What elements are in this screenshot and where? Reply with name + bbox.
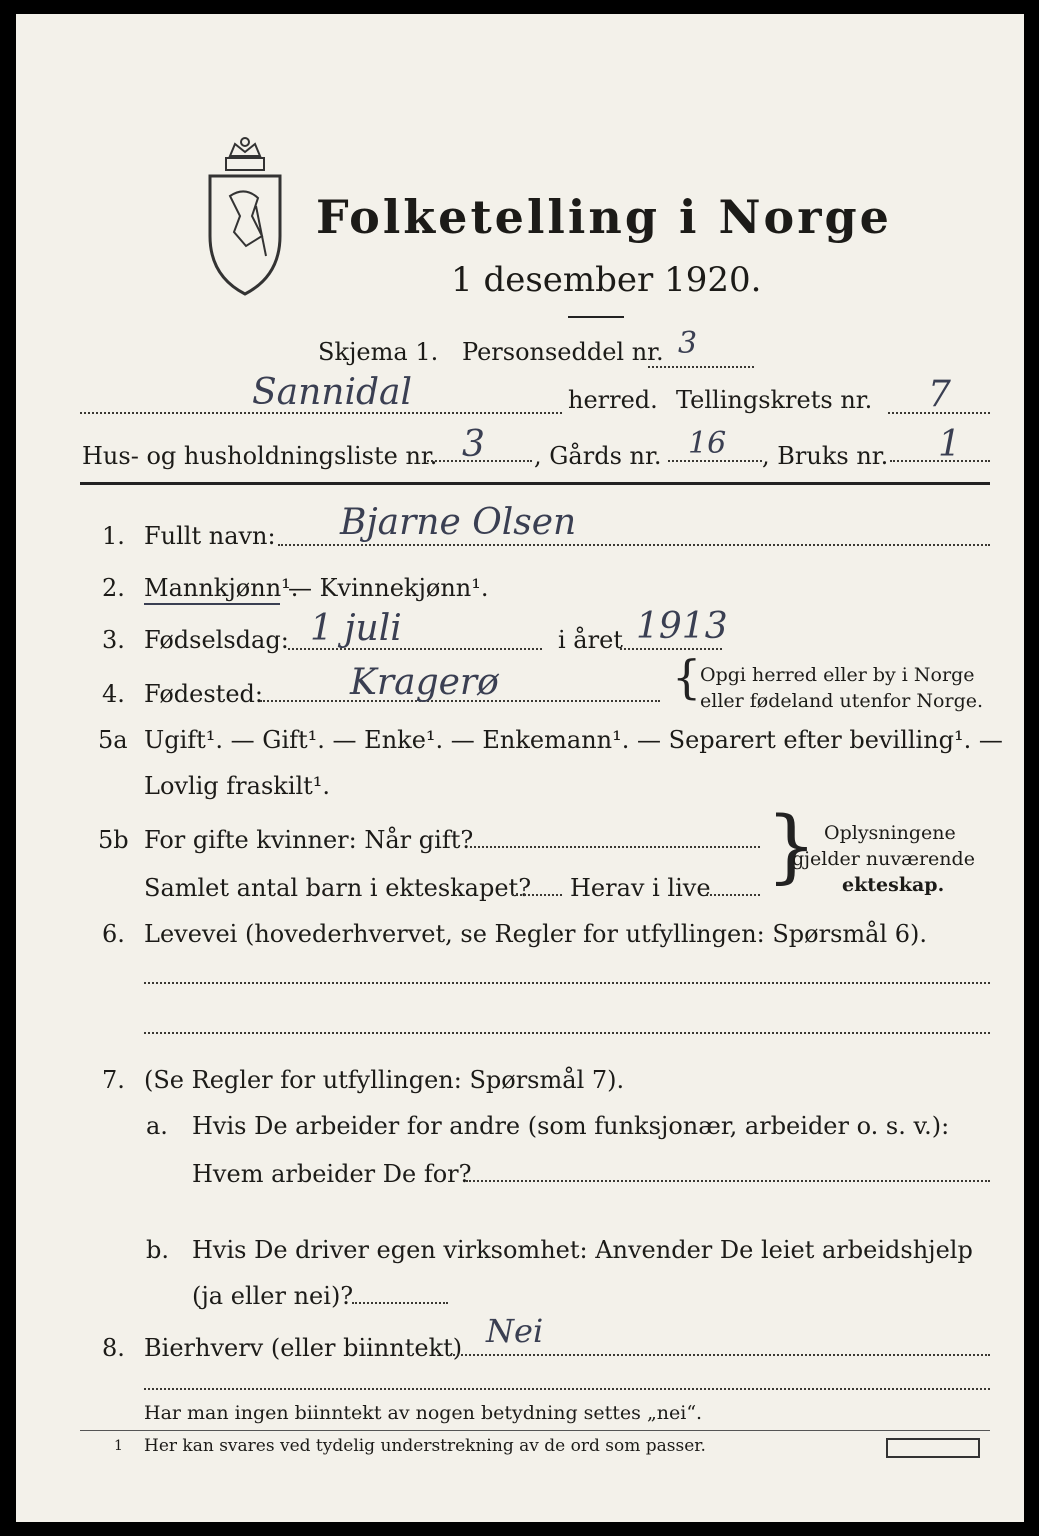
gards-value[interactable]: 16	[688, 426, 727, 461]
herred-label: herred.	[568, 386, 658, 414]
personseddel-line	[648, 366, 754, 368]
item-6-number: 6.	[102, 920, 125, 948]
occupation-label: Levevei (hovederhvervet, se Regler for utfyllingen: Spørsmål 6).	[144, 920, 928, 948]
children-alive-line	[706, 894, 760, 896]
birth-year-value[interactable]: 1913	[636, 606, 728, 647]
birthplace-value[interactable]: Kragerø	[350, 662, 499, 703]
full-name-line	[278, 544, 990, 546]
marital-status-divorced[interactable]: Lovlig fraskilt¹.	[144, 772, 331, 800]
census-date: 1 desember 1920.	[451, 260, 762, 300]
male-underline	[144, 603, 280, 605]
birthday-label: Fødselsdag:	[144, 626, 289, 654]
item-7a-number: a.	[146, 1112, 168, 1140]
full-name-label: Fullt navn:	[144, 522, 276, 550]
birthplace-brace: {	[672, 650, 702, 704]
married-when-line	[470, 846, 760, 848]
gards-label: , Gårds nr.	[534, 442, 662, 470]
hus-label: Hus- og husholdningsliste nr.	[82, 442, 438, 470]
side-income-line-2	[144, 1388, 990, 1390]
item-5b-number: 5b	[98, 826, 129, 854]
side-income-value[interactable]: Nei	[486, 1312, 544, 1350]
birthday-value[interactable]: 1 juli	[310, 608, 402, 649]
self-employed-question: Hvis De driver egen virksomhet: Anvender De leiet arbeidshjelp	[192, 1236, 973, 1264]
item-4-number: 4.	[102, 680, 125, 708]
hired-help-line	[352, 1302, 448, 1304]
birth-year-label: i året	[558, 626, 623, 654]
item-8-number: 8.	[102, 1334, 125, 1362]
item-7-number: 7.	[102, 1066, 125, 1094]
footnote-text: Her kan svares ved tydelig understrekning av de ord som passer.	[144, 1436, 706, 1456]
bruks-label: , Bruks nr.	[762, 442, 889, 470]
header-divider	[80, 482, 990, 485]
item-5a-number: 5a	[98, 726, 128, 754]
side-income-label: Bierhverv (eller biinntekt)	[144, 1334, 463, 1362]
tellingskrets-value[interactable]: 7	[928, 374, 951, 415]
birth-year-line	[620, 648, 722, 650]
schema-label: Skjema 1.	[318, 338, 439, 366]
employer-line	[466, 1180, 990, 1182]
item-7-label: (Se Regler for utfyllingen: Spørsmål 7).	[144, 1066, 625, 1094]
marriage-note-3: ekteskap.	[842, 874, 945, 896]
occupation-line-2	[144, 1032, 990, 1034]
employer-question: Hvis De arbeider for andre (som funksjonær, arbeider o. s. v.):	[192, 1112, 950, 1140]
marriage-note-2: gjelder nuværende	[792, 848, 975, 870]
marriage-note-1: Oplysningene	[824, 822, 956, 844]
children-total-label: Samlet antal barn i ekteskapet?	[144, 874, 532, 902]
item-2-number: 2.	[102, 574, 125, 602]
marriage-brace: }	[766, 799, 817, 892]
norway-coat-of-arms	[200, 136, 290, 296]
birthplace-label: Fødested:	[144, 680, 263, 708]
children-total-line	[512, 894, 562, 896]
footnote-mark: 1	[114, 1438, 123, 1454]
printer-stamp	[886, 1438, 980, 1458]
tellingskrets-label: Tellingskrets nr.	[676, 386, 873, 414]
side-income-note: Har man ingen biinntekt av nogen betydning settes „nei“.	[144, 1402, 703, 1424]
birthplace-note-1: Opgi herred eller by i Norge	[700, 664, 975, 686]
marital-status-options[interactable]: Ugift¹. — Gift¹. — Enke¹. — Enkemann¹. — Separert efter bevilling¹. —	[144, 726, 1003, 754]
footer-divider	[80, 1430, 990, 1431]
full-name-value[interactable]: Bjarne Olsen	[340, 502, 577, 543]
hus-value[interactable]: 3	[462, 424, 485, 465]
sex-female-option[interactable]: — Kvinnekjønn¹.	[288, 574, 489, 602]
personseddel-label: Personseddel nr.	[462, 338, 664, 366]
employer-label: Hvem arbeider De for?	[192, 1160, 472, 1188]
hired-help-label: (ja eller nei)?	[192, 1282, 354, 1310]
item-1-number: 1.	[102, 522, 125, 550]
herred-value[interactable]: Sannidal	[252, 372, 413, 413]
form-title: Folketelling i Norge	[316, 190, 892, 244]
side-income-line	[450, 1354, 990, 1356]
personseddel-value[interactable]: 3	[678, 326, 698, 361]
sex-male-option[interactable]: Mannkjønn¹.	[144, 574, 299, 602]
census-form	[16, 14, 1024, 1522]
married-when-label: For gifte kvinner: Når gift?	[144, 826, 474, 854]
item-7b-number: b.	[146, 1236, 169, 1264]
occupation-line-1	[144, 982, 990, 984]
item-3-number: 3.	[102, 626, 125, 654]
title-rule	[568, 316, 624, 318]
bruks-value[interactable]: 1	[938, 424, 961, 465]
children-alive-label: Herav i live	[570, 874, 711, 902]
birthplace-note-2: eller fødeland utenfor Norge.	[700, 690, 984, 712]
